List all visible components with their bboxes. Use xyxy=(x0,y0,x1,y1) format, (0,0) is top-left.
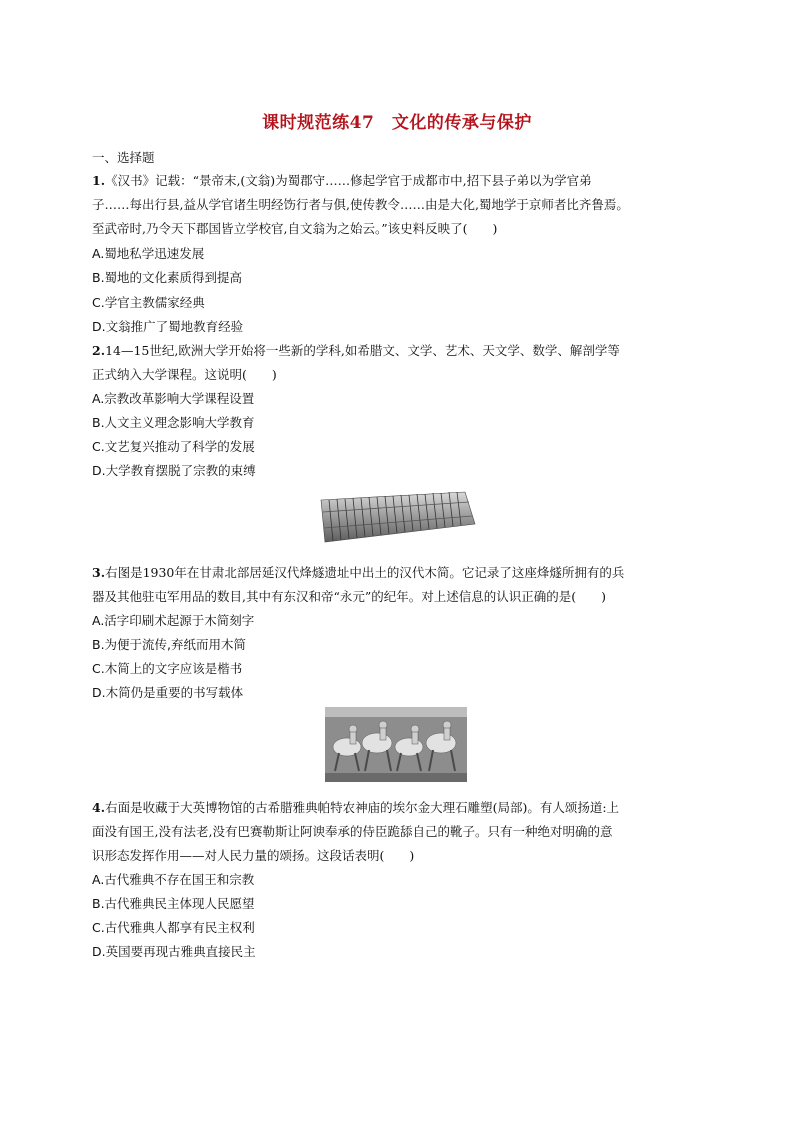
wooden-slips-image xyxy=(315,490,479,546)
q2-line-2: 正式纳入大学课程。这说明( ) xyxy=(92,367,277,382)
q3-option-b: B.为便于流传,弃纸而用木简 xyxy=(92,637,247,652)
q4-option-a: A.古代雅典不存在国王和宗教 xyxy=(92,872,255,887)
q1-option-d: D.文翁推广了蜀地教育经验 xyxy=(92,319,244,334)
q3-line-2: 器及其他驻屯军用品的数目,其中有东汉和帝“永元”的纪年。对上述信息的认识正确的是( ) xyxy=(92,589,607,604)
q1-option-b: B.蜀地的文化素质得到提高 xyxy=(92,270,243,285)
q2-number: 2. xyxy=(92,343,106,358)
q2-option-a: A.宗教改革影响大学课程设置 xyxy=(92,391,255,406)
q3-option-a: A.活字印刷术起源于木简刻字 xyxy=(92,613,255,628)
q4-option-c: C.古代雅典人都享有民主权利 xyxy=(92,920,255,935)
q2-option-b: B.人文主义理念影响大学教育 xyxy=(92,415,255,430)
q3-option-d: D.木简仍是重要的书写载体 xyxy=(92,685,244,700)
marble-relief-image xyxy=(325,707,467,782)
q1-option-c: C.学官主教儒家经典 xyxy=(92,295,205,310)
q1-line-3: 至武帝时,乃令天下郡国皆立学校官,自文翁为之始云。”该史料反映了( ) xyxy=(92,221,498,236)
page-title: 课时规范练47 文化的传承与保护 xyxy=(262,113,532,133)
q1-line-1: 1.《汉书》记载：“景帝末,(文翁)为蜀郡守……修起学官于成都市中,招下县子弟以为学官弟 xyxy=(92,173,592,188)
q3-line-1: 3.右图是1930年在甘肃北部居延汉代烽燧遗址中出土的汉代木简。它记录了这座烽燧所拥有的兵 xyxy=(92,565,625,580)
q4-line-2: 面没有国王,没有法老,没有巴赛勒斯让阿谀奉承的侍臣跪舔自己的靴子。只有一种绝对明确的意 xyxy=(92,824,613,839)
q1-line-2: 子……每出行县,益从学官诸生明经饬行者与俱,使传教令……由是大化,蜀地学于京师者比齐鲁焉。 xyxy=(92,197,629,212)
q3-option-c: C.木简上的文字应该是楷书 xyxy=(92,661,243,676)
q2-line-1: 2.14—15世纪,欧洲大学开始将一些新的学科,如希腊文、文学、艺术、天文学、数学、解剖学等 xyxy=(92,343,620,358)
q2-option-c: C.文艺复兴推动了科学的发展 xyxy=(92,439,255,454)
q4-option-d: D.英国要再现古雅典直接民主 xyxy=(92,944,256,959)
q4-line-3: 识形态发挥作用——对人民力量的颂扬。这段话表明( ) xyxy=(92,848,415,863)
section-heading: 一、选择题 xyxy=(92,150,155,165)
q4-line-1: 4.右面是收藏于大英博物馆的古希腊雅典帕特农神庙的埃尔金大理石雕塑(局部)。有人颂扬道:上 xyxy=(92,800,620,815)
q3-number: 3. xyxy=(92,565,106,580)
q4-option-b: B.古代雅典民主体现人民愿望 xyxy=(92,896,255,911)
q1-number: 1. xyxy=(92,173,106,188)
q2-option-d: D.大学教育摆脱了宗教的束缚 xyxy=(92,463,256,478)
q4-number: 4. xyxy=(92,800,106,815)
q1-option-a: A.蜀地私学迅速发展 xyxy=(92,246,205,261)
